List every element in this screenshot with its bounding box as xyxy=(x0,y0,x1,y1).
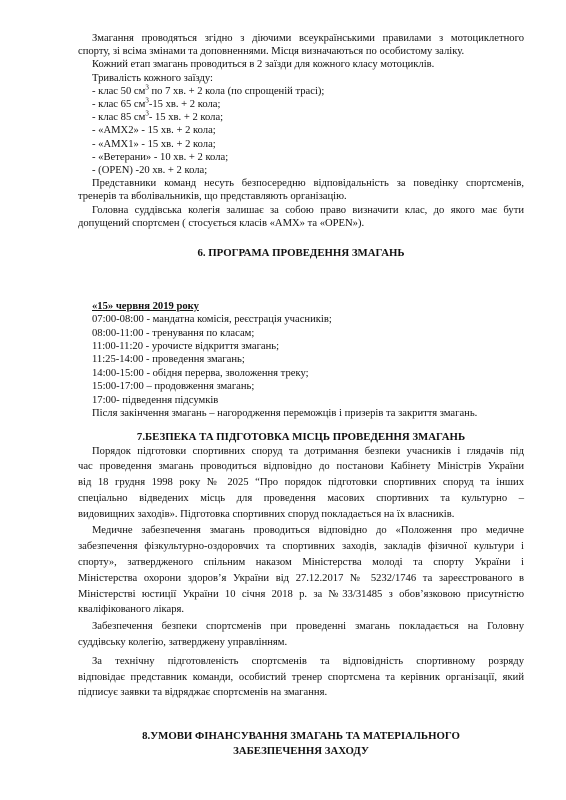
schedule-item: Після закінчення змагань – нагородження переможців і призерів та закриття змагань. xyxy=(92,408,478,420)
class-duration-item: - «АМХ1» - 15 хв. + 2 кола; xyxy=(92,138,216,150)
paragraph-line: кваліфікованого лікаря. xyxy=(78,604,185,616)
class-duration-list xyxy=(78,85,524,177)
paragraph-line: спорту», затвердженого спільним наказом Міністерства молоді та спорту України і xyxy=(78,557,524,569)
section-8-heading-line-2: ЗАБЕЗПЕЧЕННЯ ЗАХОДУ xyxy=(233,745,369,758)
schedule-item: 08:00-11:00 - тренування по класам; xyxy=(92,327,255,339)
document-page xyxy=(78,32,524,759)
class-duration-item: - клас 50 $см^3$ по 7 хв. + 2 кола (по спрощеній трасі); xyxy=(92,83,325,97)
paragraph-line: забезпечення фізкультурно-оздоровчих та спортивних заходів, закладів фізичної культури і xyxy=(78,541,524,553)
schedule-item: 14:00-15:00 - обідня перерва, зволоження треку; xyxy=(92,367,309,379)
paragraph-line: спеціально відведених місць для проведення масових спортивних та культурно – xyxy=(78,492,524,504)
paragraph-line: Міністерства охорони здоров’я України від 27.12.2017 № 5232/1746 та зареєстрованого в xyxy=(78,572,524,584)
intro-paragraph-1a: Змагання проводяться згідно з діючими всеукраїнськими правилами з мотоциклетного xyxy=(92,33,524,44)
section-7-heading: 7.БЕЗПЕКА ТА ПІДГОТОВКА МІСЦЬ ПРОВЕДЕННЯ ЗМАГАНЬ xyxy=(136,430,466,443)
cubic-superscript: 3 xyxy=(145,83,149,92)
paragraph-line: Міністерстві юстиції України 10 січня 2018 р. за №33/31485 з обов’язковою присутністю xyxy=(78,588,524,600)
intro-paragraph-5a: Головна суддівська колегія залишає за собою право визначити клас, до якого має бути xyxy=(92,204,524,216)
section-8-heading-line-1: 8.УМОВИ ФІНАНСУВАННЯ ЗМАГАНЬ ТА МАТЕРІАЛЬНОГО xyxy=(142,730,460,743)
paragraph-line: суддівську колегію, затверджену управлінням. xyxy=(78,637,288,649)
paragraph-line: За технічну підготовленість спортсменів та відповідність спортивному розряду xyxy=(92,655,524,667)
intro-paragraph-4b: тренерів та вболівальників, що представляють організацію. xyxy=(78,191,347,203)
technical-readiness-paragraph xyxy=(78,654,524,701)
paragraph-line: час проведення змагань проводиться відповідно до постанови Кабінету Міністрів України xyxy=(78,461,524,473)
schedule-item: 11:00-11:20 - урочисте відкриття змагань; xyxy=(92,341,280,353)
intro-paragraph-1b: спорту, зі всіма змінами та доповненнями. Місця визначаються по особистому заліку. xyxy=(78,46,465,58)
intro-paragraph-2: Кожний етап змагань проводиться в 2 заїзди для кожного класу мотоциклів. xyxy=(92,59,435,71)
class-duration-item: - клас 65 $см^3-15$ хв. + 2 кола; xyxy=(92,96,221,111)
cubic-superscript: 3 xyxy=(145,109,149,118)
intro-paragraph-4a: Представники команд несуть безпосередню відповідальність за поведінку спортсменів, xyxy=(92,178,524,190)
paragraph-line: Порядок підготовки спортивних споруд та дотримання безпеки учасників і глядачів під xyxy=(92,445,524,457)
schedule-item: 15:00-17:00 – продовження змагань; xyxy=(92,381,255,393)
schedule-list xyxy=(78,313,524,420)
paragraph-line: від 18 грудня 1998 року № 2025 “Про порядок підготовки спортивних споруд та інших xyxy=(78,477,524,489)
medical-paragraph xyxy=(78,523,524,618)
cubic-superscript: 3 xyxy=(145,96,149,105)
intro-paragraph-5b: допущений спортсмен ( стосується класів «АМХ» та «OPEN»). xyxy=(78,217,365,229)
competition-date: «15» червня 2019 року xyxy=(92,301,199,313)
class-duration-item: - клас 85 $см^3-$ 15 хв. + 2 кола; xyxy=(92,109,224,124)
safety-responsibility-paragraph xyxy=(78,619,524,651)
class-duration-item: - (OPEN) -20 хв. + 2 кола; xyxy=(92,165,208,177)
class-duration-item: - «АМХ2» - 15 хв. + 2 кола; xyxy=(92,125,216,137)
intro-paragraph-3: Тривалість кожного заїзду: xyxy=(92,72,213,84)
schedule-item: 11:25-14:00 - проведення змагань; xyxy=(92,354,245,366)
paragraph-line: Медичне забезпечення змагань проводиться відповідно до «Положення про медичне xyxy=(92,525,524,537)
schedule-item: 07:00-08:00 - мандатна комісія, реєстрація учасників; xyxy=(92,314,332,326)
paragraph-line: видовищних заходів». Підготовка спортивних споруд покладається на їх власників. xyxy=(78,508,455,520)
paragraph-line: підписує заявки та відряджає спортсменів на змагання. xyxy=(78,687,328,699)
class-duration-item: - «Ветерани» - 10 хв. + 2 кола; xyxy=(92,151,229,163)
section-6-heading: 6. ПРОГРАМА ПРОВЕДЕННЯ ЗМАГАНЬ xyxy=(197,247,405,260)
schedule-item: 17:00- підведення підсумків xyxy=(92,394,219,406)
paragraph-line: відповідає представник команди, особистий тренер спортсмена та керівник організації, який xyxy=(78,671,524,683)
safety-paragraph-1 xyxy=(78,444,524,523)
paragraph-line: Забезпечення безпеки спортсменів при проведенні змагань покладається на Головну xyxy=(92,621,524,633)
